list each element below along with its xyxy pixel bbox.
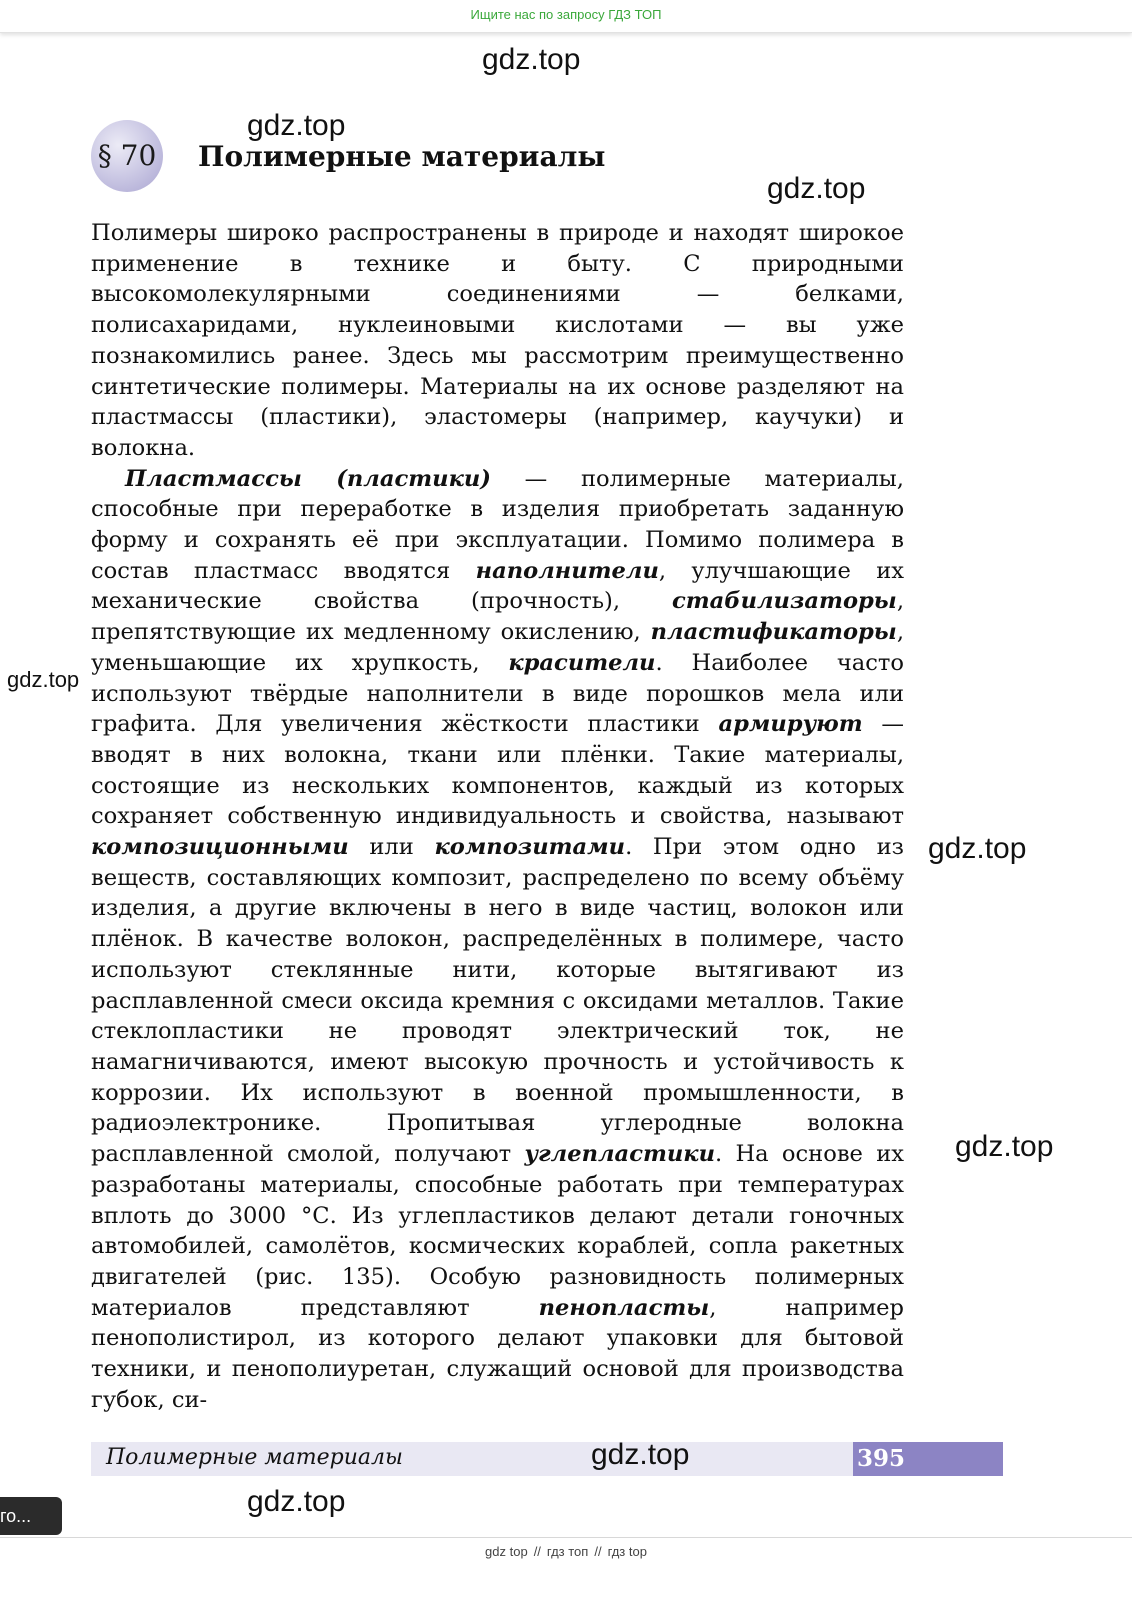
watermark: gdz.top: [247, 109, 346, 142]
link-separator: //: [533, 1544, 541, 1559]
bottom-link[interactable]: гдз топ: [546, 1544, 589, 1559]
text-run: . При этом одно из веществ, составляющих композит, распределено по всему объёму изделия, а другие включены в него в виде частиц, волокон или плёнок. В качестве волокон, распределённых в полимере, часто используют стеклянные нити, которые вытягивают из расплавленной смеси оксида кремния с оксидами металлов. Такие стеклопластики не проводят электрический ток, не намагничиваются, имеют высокую прочность и устойчивость к коррозии. Их используют в военной промышленности, в радиоэлектронике. Пропитывая углеродные волокна расплавленной смолой, получают: [91, 834, 904, 1168]
term-foams: пенопласты: [538, 1294, 710, 1321]
watermark: gdz.top: [591, 1438, 690, 1471]
watermark: gdz.top: [928, 832, 1027, 865]
term-carbon-plastics: углепластики: [524, 1141, 715, 1168]
term-stabilizers: стабилизаторы: [671, 588, 897, 615]
section-title: Полимерные материалы: [198, 140, 606, 173]
term-composites: композитами: [434, 834, 626, 861]
term-fillers: наполнители: [475, 557, 659, 584]
text-run: , например пенополистирол, из которого делают упаковки для бытовой техники, и пенополиуретан, служащий основой для производства губок, си-: [91, 1294, 904, 1413]
link-separator: //: [594, 1544, 602, 1559]
paragraph-intro: Полимеры широко распространены в природе и находят широкое применение в технике и быту. С природными высокомолекулярными соединениями — белками, полисахаридами, нуклеиновыми кислотами — вы уже познакомились ранее. Здесь мы рассмотрим преимущественно синтетические полимеры. Материалы на их основе разделяют на пластмассы (пластики), эластомеры (например, каучуки) и волокна.: [91, 220, 904, 461]
watermark: gdz.top: [767, 172, 866, 205]
watermark: gdz.top: [247, 1485, 346, 1518]
section-badge: § 70: [91, 120, 163, 192]
term-plastics: Пластмассы (пластики): [125, 465, 491, 492]
text-run: — вводят в них волокна, ткани или плёнки. Такие материалы, состоящие из нескольких компонентов, каждый из которых сохраняет собственную индивидуальность и свойства, называют: [91, 711, 904, 830]
paragraph-plastics: [91, 464, 904, 1416]
watermark: gdz.top: [482, 43, 581, 76]
text-run: , уменьшающие их хрупкость,: [91, 619, 904, 676]
bottom-links: [0, 1544, 1132, 1559]
text-run: . Наиболее часто используют твёрдые наполнители в виде порошков мела или графита. Для увеличения жёсткости пластики: [91, 649, 904, 738]
term-reinforce: армируют: [718, 711, 863, 738]
text-run: , препятствующие их медленному окислению,: [91, 588, 904, 646]
top-banner-text[interactable]: Ищите нас по запросу ГДЗ ТОП: [470, 7, 662, 22]
bottom-bar: [0, 1537, 1132, 1606]
text-run: , улучшающие их механические свойства (прочность),: [91, 557, 904, 615]
bottom-link[interactable]: gdz top: [485, 1544, 528, 1559]
term-colorants: красители: [508, 649, 656, 676]
page-number: 395: [853, 1442, 1003, 1476]
top-banner[interactable]: [0, 0, 1132, 33]
watermark: gdz.top: [955, 1130, 1054, 1163]
watermark: gdz.top: [7, 667, 80, 692]
bottom-link[interactable]: гдз top: [607, 1544, 647, 1559]
text-run: . На основе их разработаны материалы, способные работать при температурах вплоть до 3000 °С. Из углепластиков делают детали гоночных автомобилей, самолётов, космических кораблей, сопла ракетных двигателей (рис. 135). Особую разновидность полимерных материалов представляют: [91, 1141, 904, 1321]
toast-message[interactable]: го...: [0, 1497, 62, 1535]
running-title: Полимерные материалы: [106, 1445, 403, 1470]
term-composite: композиционными: [91, 834, 349, 861]
text-run: — полимерные материалы, способные при переработке в изделия приобретать заданную форму и сохранять её при эксплуатации. Помимо полимера в состав пластмасс вводятся: [91, 465, 904, 584]
body-text: [91, 218, 904, 1415]
term-plasticizers: пластификаторы: [650, 619, 897, 646]
text-run: или: [348, 834, 435, 861]
